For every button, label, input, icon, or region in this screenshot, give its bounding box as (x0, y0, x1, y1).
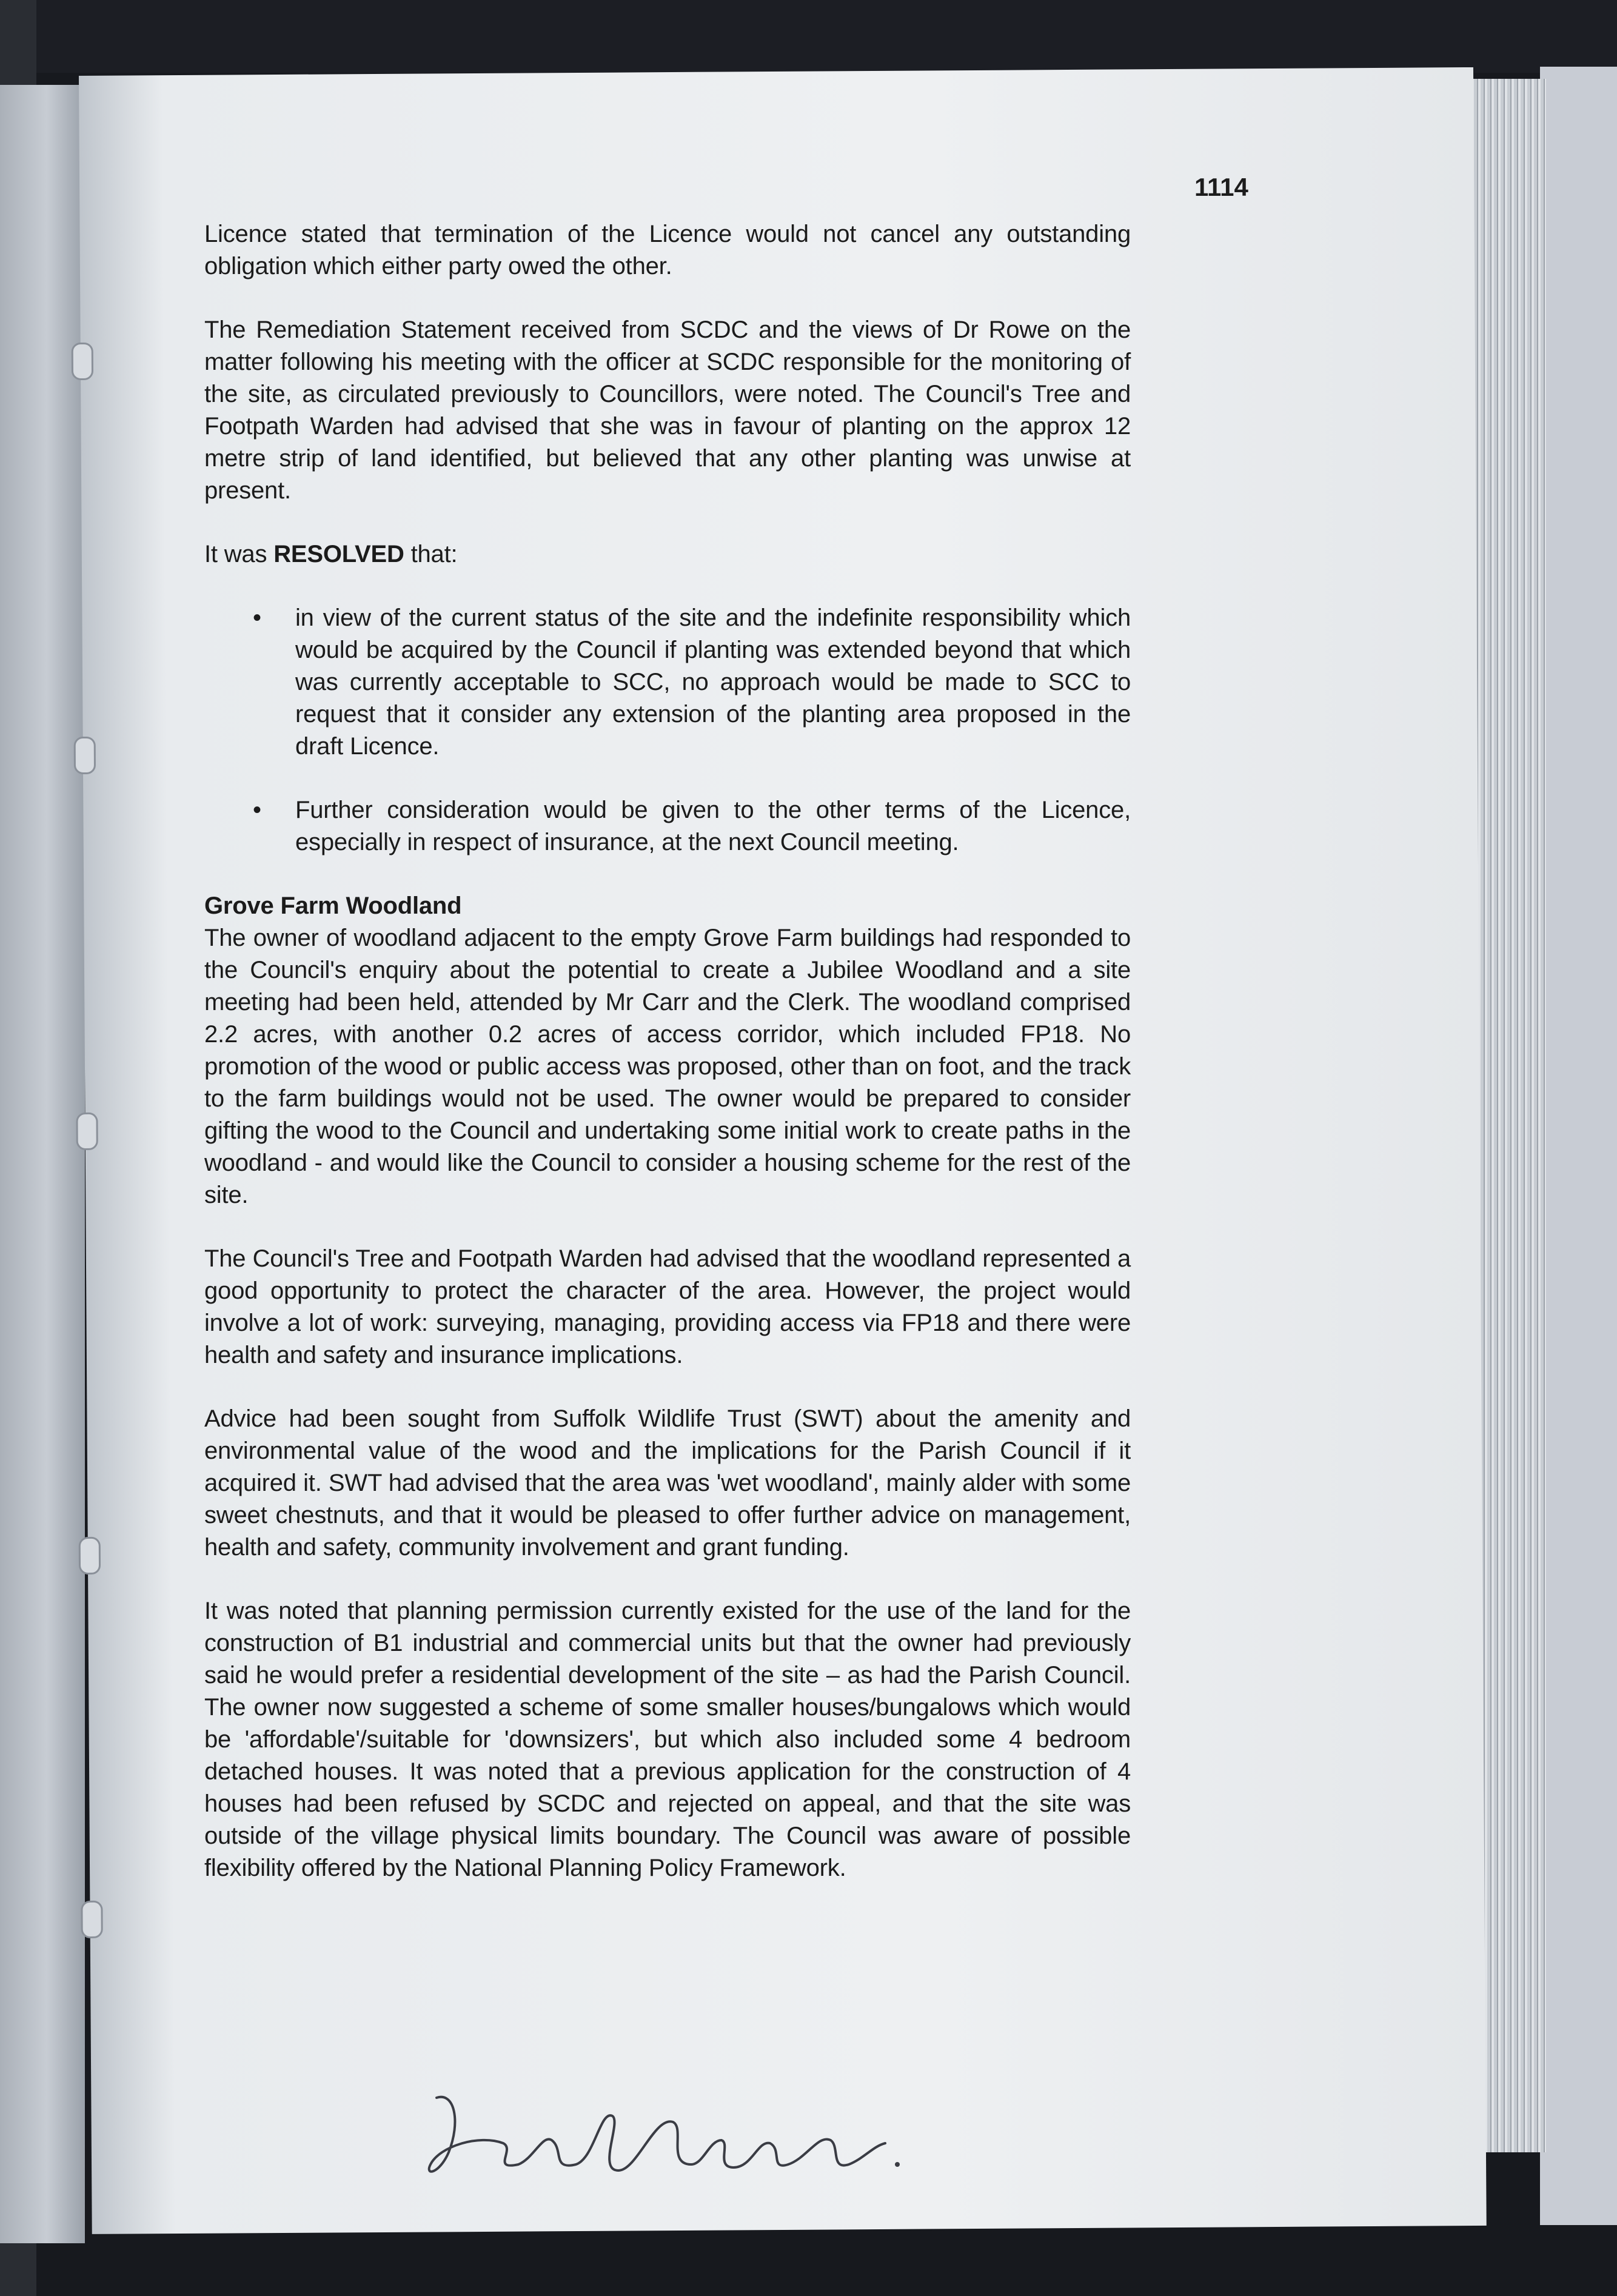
bullet-icon: • (253, 797, 261, 823)
minutes-body (204, 218, 1131, 1916)
binder-top-edge (0, 0, 1617, 73)
punch-hole-icon (79, 1537, 101, 1575)
previous-page-edge (0, 85, 85, 2243)
punch-hole-icon (81, 1901, 102, 1938)
punch-hole-icon (74, 737, 96, 774)
binder-right-cover (1540, 67, 1617, 2225)
paragraph-tree-warden: The Council's Tree and Footpath Warden had advised that the woodland represented a good opportunity to protect the character of the area. However, the project would involve a lot of work: surveying, managing, providing access via FP18 and there were health and safety and insurance implications. (204, 1245, 1131, 1368)
page-number: 1114 (1194, 173, 1248, 201)
resolution-intro: It was RESOLVED that: (204, 541, 458, 567)
resolution-item: • Further consideration would be given to the other terms of the Licence, especially in respect of insurance, at the next Council meeting. (204, 794, 1131, 858)
chair-signature (412, 2073, 958, 2195)
bullet-icon: • (253, 604, 261, 631)
paragraph-woodland-owner: The owner of woodland adjacent to the empty Grove Farm buildings had responded to the Council's enquiry about the potential to create a Jubilee Woodland and a site meeting had been held, attended by Mr Carr and the Clerk. The woodland comprised 2.2 acres, with another 0.2 acres of access corridor, which included FP18. No promotion of the wood or public access was proposed, other than on foot, and the track to the farm buildings would not be used. The owner would be prepared to consider gifting the wood to the Council and undertaking some initial work to create paths in the woodland - and would like the Council to consider a housing scheme for the rest of the site. (204, 925, 1131, 1208)
punch-hole-icon (72, 343, 93, 380)
resolution-item: • in view of the current status of the site and the indefinite responsibility which would be acquired by the Council if planting was extended beyond that which was currently acceptable to SCC, no approach would be made to SCC to request that it consider any extension of the planting area proposed in the draft Licence. (204, 602, 1131, 763)
section-title-grove-farm: Grove Farm Woodland (204, 892, 462, 919)
paragraph-planning-permission: It was noted that planning permission currently existed for the use of the land for the construction of B1 industrial and commercial units but that the owner had previously said he would prefer a residential development of the site – as had the Parish Council. The owner now suggested a scheme of some smaller houses/bungalows which would be 'affordable'/suitable for 'downsizers', but which also included some 4 bedroom detached houses. It was noted that a previous application for the construction of 4 houses had been refused by SCDC and rejected on appeal, and that the site was outside of the village physical limits boundary. The Council was aware of possible flexibility offered by the National Planning Policy Framework. (204, 1598, 1131, 1881)
paragraph-remediation-statement: The Remediation Statement received from SCDC and the views of Dr Rowe on the matter following his meeting with the officer at SCDC responsible for the monitoring of the site, as circulated previously to Councillors, were noted. The Council's Tree and Footpath Warden had advised that she was in favour of planting on the approx 12 metre strip of land identified, but believed that any other planting was unwise at present. (204, 316, 1131, 504)
paragraph-licence-termination: Licence stated that termination of the Licence would not cancel any outstanding obligation which either party owed the other. (204, 221, 1131, 279)
punch-hole-icon (76, 1113, 98, 1150)
paragraph-swt-advice: Advice had been sought from Suffolk Wildlife Trust (SWT) about the amenity and environmental value of the wood and the implications for the Parish Council if it acquired it. SWT had advised that the area was 'wet woodland', mainly alder with some sweet chestnuts, and that it would be pleased to offer further advice on management, health and safety, community involvement and grant funding. (204, 1405, 1131, 1561)
resolution-list (204, 602, 1131, 858)
resolved-keyword: RESOLVED (273, 541, 404, 567)
